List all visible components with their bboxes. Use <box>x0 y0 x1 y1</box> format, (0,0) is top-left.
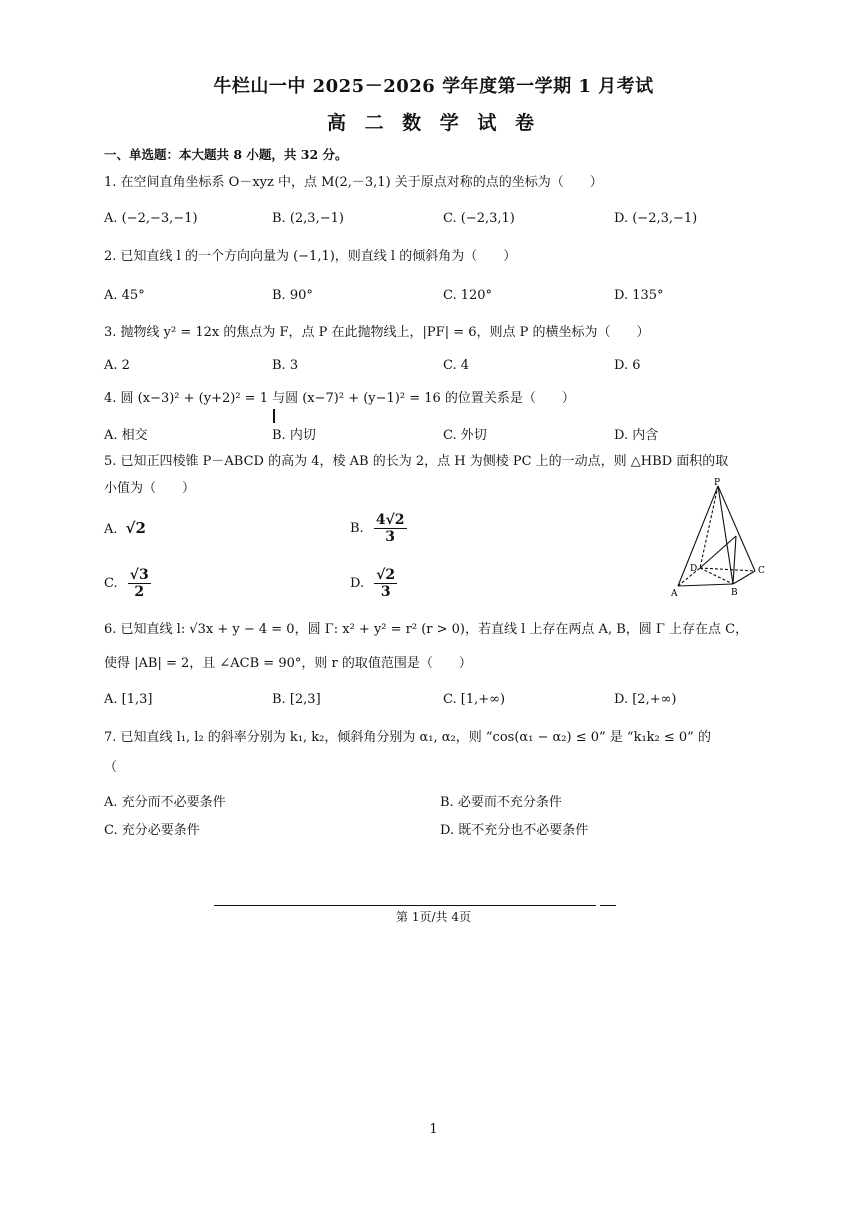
question-1-option-d: D. (−2,3,−1) <box>614 211 698 226</box>
denominator: 3 <box>380 584 391 600</box>
question-4-stem: 4. 圆 (x−3)² + (y+2)² = 1 与圆 (x−7)² + (y−1)² = 16 的位置关系是（ ） <box>104 391 575 406</box>
question-5-option-b <box>350 512 407 545</box>
question-7-stem-line2: （ <box>104 760 118 775</box>
pyramid-figure <box>670 476 780 601</box>
question-4-option-d: D. 内含 <box>614 428 659 443</box>
exam-subtitle: 高 二 数 学 试 卷 <box>326 112 541 134</box>
question-3-stem: 3. 抛物线 y² = 12x 的焦点为 F，点 P 在此抛物线上，|PF| = 6，则点 P 的横坐标为（ ） <box>104 325 650 340</box>
option-value: √2 <box>125 519 146 537</box>
vertex-label-c: C <box>758 566 765 576</box>
vertex-label-b: B <box>731 588 738 598</box>
fraction <box>374 567 397 600</box>
question-4-option-c: C. 外切 <box>443 428 487 443</box>
question-5-option-d <box>350 567 397 600</box>
denominator: 3 <box>385 529 396 545</box>
exam-title: 牛栏山一中 2025－2026 学年度第一学期 1 月考试 <box>213 76 654 97</box>
vertex-label-p: P <box>714 478 721 488</box>
question-7-option-d: D. 既不充分也不必要条件 <box>440 823 589 838</box>
option-letter: C. <box>104 576 118 591</box>
question-6-stem-line2: 使得 |AB| = 2，且 ∠ACB = 90°，则 r 的取值范围是（ ） <box>104 656 472 671</box>
numerator: √2 <box>376 567 396 583</box>
question-1-option-a: A. (−2,−3,−1) <box>104 211 198 226</box>
denominator: 2 <box>134 584 145 600</box>
footer-rule <box>214 905 596 906</box>
footer-rule-tail <box>600 905 616 906</box>
question-2-option-b: B. 90° <box>272 288 313 303</box>
option-letter: D. <box>350 576 365 591</box>
numerator: 4√2 <box>375 512 405 528</box>
question-6-stem-line1: 6. 已知直线 l: √3x + y − 4 = 0，圆 Γ: x² + y² = r² (r > 0)，若直线 l 上存在两点 A, B，圆 Γ 上存在点 C， <box>104 622 749 637</box>
question-7-option-c: C. 充分必要条件 <box>104 823 200 838</box>
question-1-stem: 1. 在空间直角坐标系 O－xyz 中，点 M(2,－3,1) 关于原点对称的点的坐标为（ ） <box>104 175 603 190</box>
vertex-label-a: A <box>671 589 678 599</box>
question-4-option-a: A. 相交 <box>104 428 148 443</box>
question-7-stem-line1: 7. 已知直线 l₁, l₂ 的斜率分别为 k₁, k₂，倾斜角分别为 α₁, α₂，则 “cos(α₁ − α₂) ≤ 0” 是 “k₁k₂ ≤ 0” 的 <box>104 730 711 745</box>
stray-mark <box>273 409 275 423</box>
question-5-option-a <box>104 519 146 537</box>
question-2-option-a: A. 45° <box>104 288 145 303</box>
question-6-option-c: C. [1,+∞) <box>443 692 506 707</box>
fraction <box>374 512 407 545</box>
question-5-stem-line1: 5. 已知正四棱锥 P－ABCD 的高为 4，棱 AB 的长为 2，点 H 为侧棱 PC 上的一动点，则 △HBD 面积的取 <box>104 454 729 469</box>
numerator: √3 <box>129 567 149 583</box>
question-2-option-d: D. 135° <box>614 288 664 303</box>
question-6-option-b: B. [2,3] <box>272 692 321 707</box>
question-4-option-b: B. 内切 <box>272 428 316 443</box>
question-2-stem: 2. 已知直线 l 的一个方向向量为 (−1,1)，则直线 l 的倾斜角为（ ） <box>104 249 517 264</box>
section-heading: 一、单选题：本大题共 8 小题，共 32 分。 <box>104 147 348 162</box>
question-3-option-d: D. 6 <box>614 358 641 373</box>
footer-page-label: 第 1页/共 4页 <box>396 910 471 924</box>
question-6-option-d: D. [2,+∞) <box>614 692 677 707</box>
question-3-option-a: A. 2 <box>104 358 130 373</box>
question-5-stem-line2: 小值为（ ） <box>104 481 196 496</box>
vertex-label-d: D <box>690 564 698 574</box>
fraction <box>128 567 151 600</box>
option-letter: B. <box>350 521 364 536</box>
question-7-option-a: A. 充分而不必要条件 <box>104 795 226 810</box>
question-7-option-b: B. 必要而不充分条件 <box>440 795 562 810</box>
question-3-option-b: B. 3 <box>272 358 299 373</box>
question-1-option-b: B. (2,3,−1) <box>272 211 344 226</box>
question-5-option-c <box>104 567 151 600</box>
page-number: 1 <box>429 1122 438 1137</box>
question-6-option-a: A. [1,3] <box>104 692 153 707</box>
question-3-option-c: C. 4 <box>443 358 470 373</box>
option-letter: A. <box>104 522 118 537</box>
question-2-option-c: C. 120° <box>443 288 493 303</box>
question-1-option-c: C. (−2,3,1) <box>443 211 515 226</box>
